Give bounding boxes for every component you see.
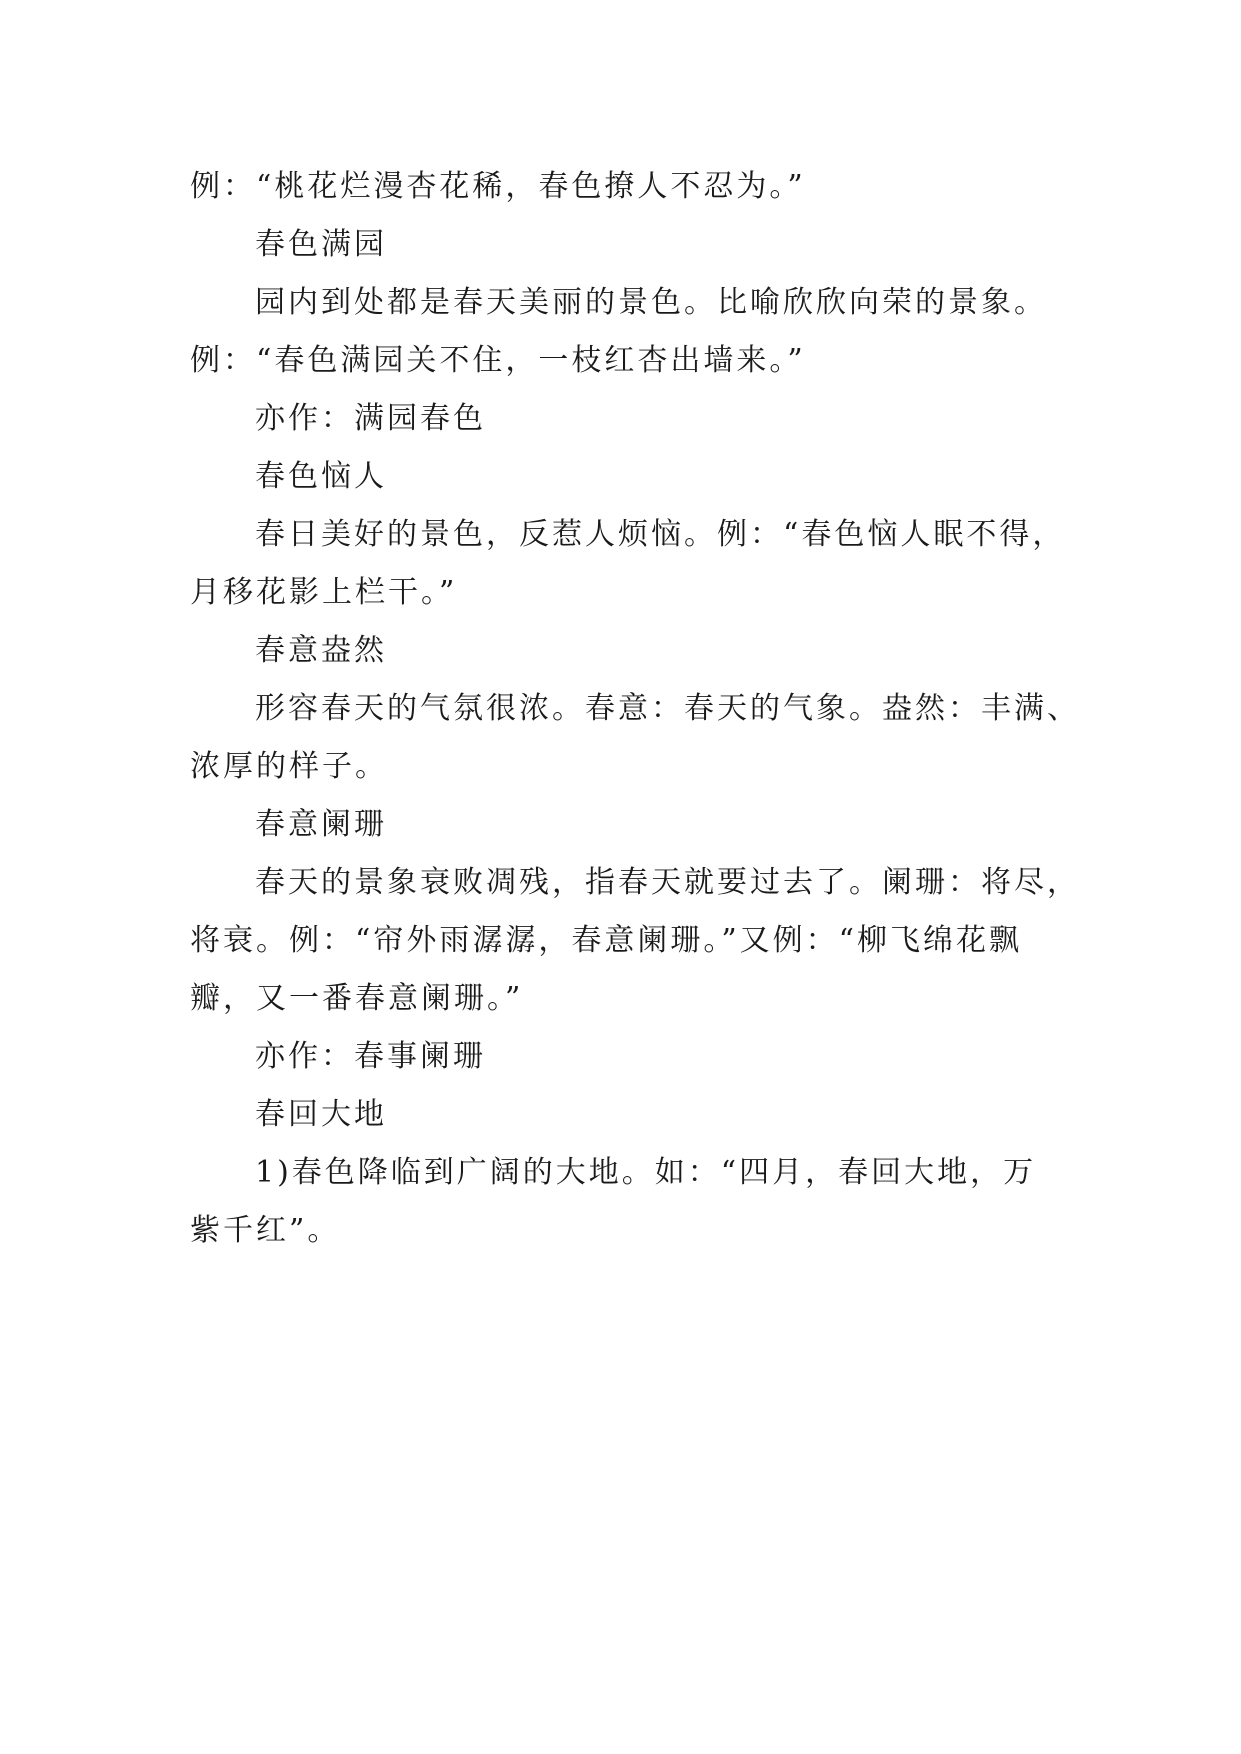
entry-heading: 春回大地: [255, 1097, 387, 1132]
text-line: 园内到处都是春天美丽的景色。比喻欣欣向荣的景象。: [255, 285, 1047, 320]
text-line: 将衰。例：“帘外雨潺潺，春意阑珊。”又例：“柳飞绵花飘: [190, 923, 1023, 958]
text-line: 瓣，又一番春意阑珊。”: [190, 981, 524, 1016]
text-line: 形容春天的气氛很浓。春意：春天的气象。盎然：丰满、: [255, 691, 1080, 726]
entry-heading: 春色恼人: [255, 459, 387, 494]
text-line: 春天的景象衰败凋残，指春天就要过去了。阑珊：将尽，: [255, 865, 1080, 900]
entry-heading: 春意阑珊: [255, 807, 387, 842]
text-line: 亦作：春事阑珊: [255, 1039, 486, 1074]
text-line: 例：“桃花烂漫杏花稀，春色撩人不忍为。”: [190, 169, 806, 204]
document-body: [190, 158, 1080, 1260]
text-line: 例：“春色满园关不住，一枝红杏出墙来。”: [190, 343, 806, 378]
text-line: 1)春色降临到广阔的大地。如：“四月，春回大地，万: [255, 1155, 1037, 1190]
text-line: 亦作：满园春色: [255, 401, 486, 436]
text-line: 春日美好的景色，反惹人烦恼。例：“春色恼人眠不得，: [255, 517, 1066, 552]
text-line: 紫千红”。: [190, 1213, 341, 1248]
entry-heading: 春色满园: [255, 227, 387, 262]
entry-heading: 春意盎然: [255, 633, 387, 668]
text-line: 浓厚的样子。: [190, 749, 388, 784]
text-line: 月移花影上栏干。”: [190, 575, 458, 610]
